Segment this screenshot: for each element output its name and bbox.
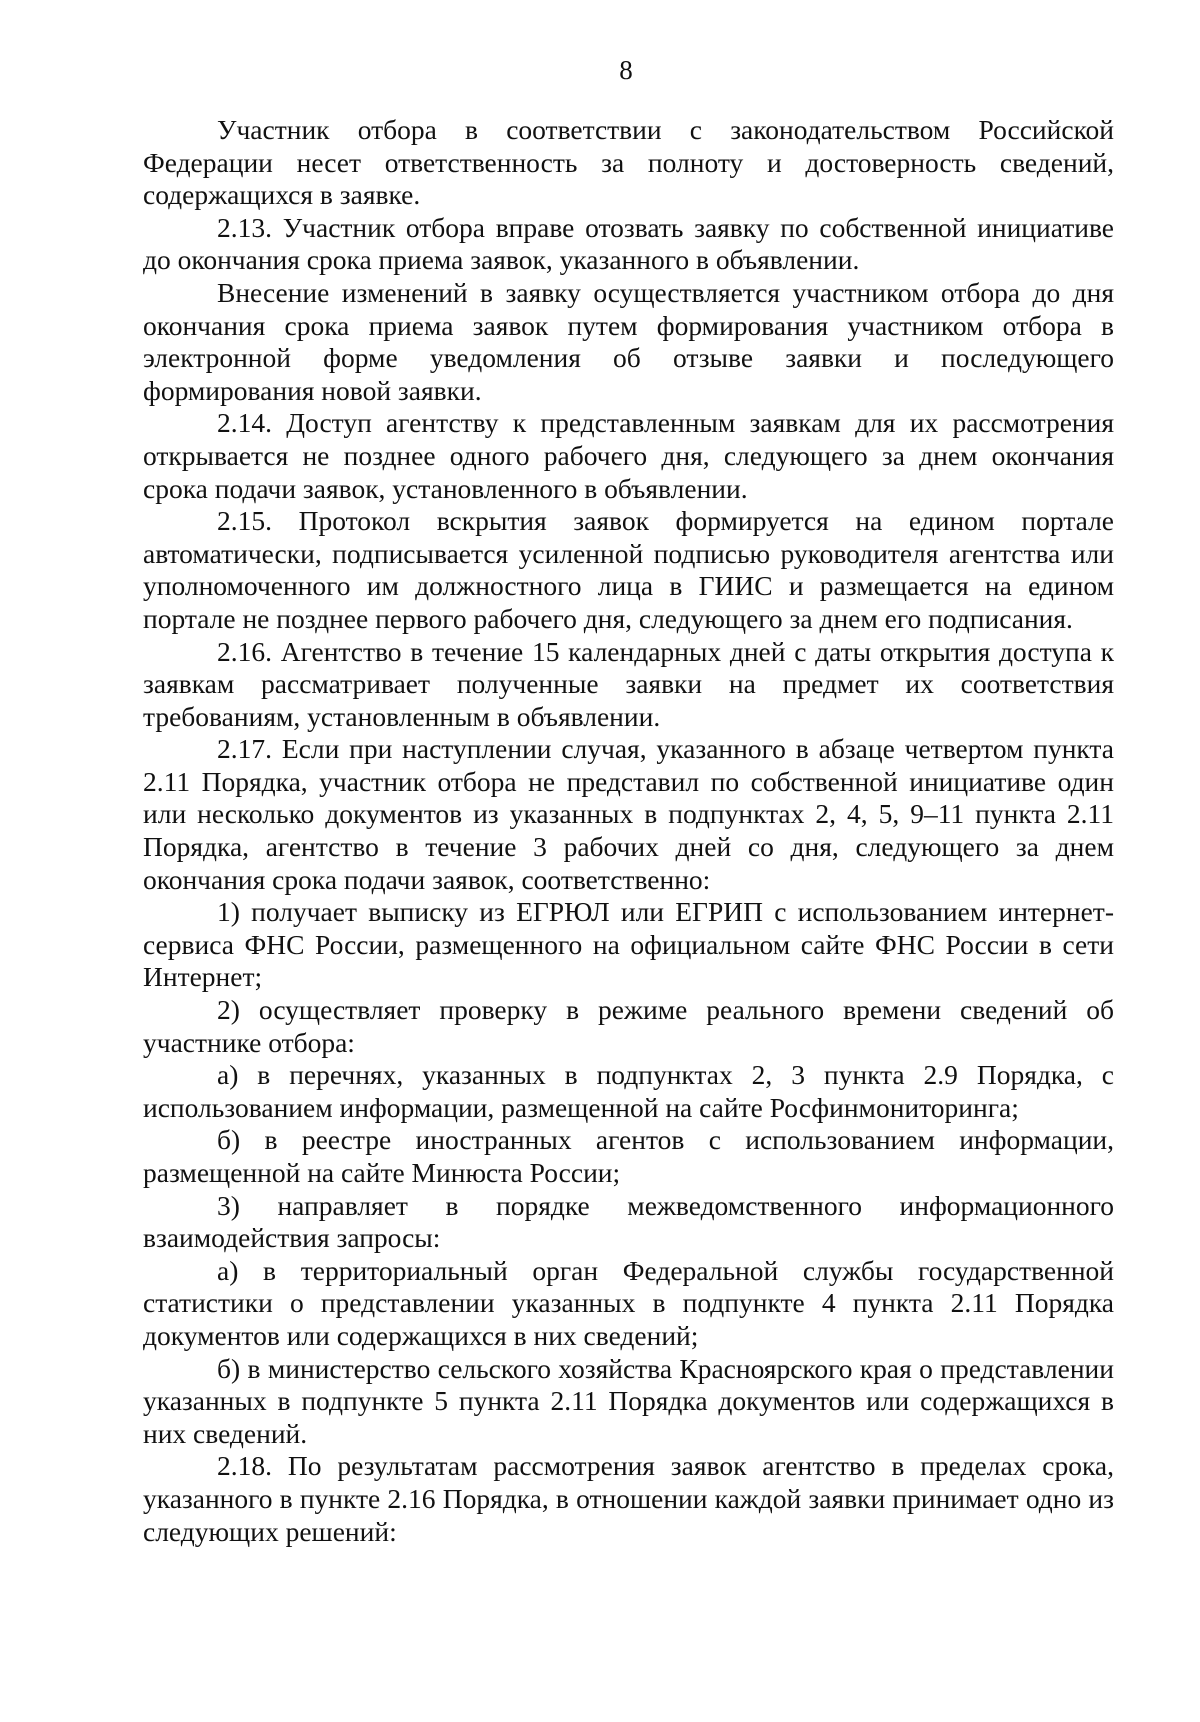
paragraph-2-18: 2.18. По результатам рассмотрения заявок агентство в пределах срока, указанного в пункте 2.16 Порядка, в отношении каждой заявки принимает одно из следующих решений: xyxy=(143,1450,1114,1547)
paragraph-2-17: 2.17. Если при наступлении случая, указанного в абзаце четвертом пункта 2.11 Порядка, участник отбора не представил по собственной инициативе один или несколько документов из указанных в подпунктах 2, 4, 5, 9–11 пункта 2.11 Порядка, агентство в течение 3 рабочих дней со дня, следующего за днем окончания срока подачи заявок, соответственно: xyxy=(143,733,1114,895)
paragraph-2-15: 2.15. Протокол вскрытия заявок формируется на едином портале автоматически, подписывается усиленной подписью руководителя агентства или уполномоченного им должностного лица в ГИИС и размещается на едином портале не позднее первого рабочего дня, следующего за днем его подписания. xyxy=(143,505,1114,634)
document-body xyxy=(143,114,1114,1548)
list-subitem-2a: а) в перечнях, указанных в подпунктах 2, 3 пункта 2.9 Порядка, с использованием информации, размещенной на сайте Росфинмониторинга; xyxy=(143,1059,1114,1123)
page-number: 8 xyxy=(619,55,633,85)
paragraph-2-16: 2.16. Агентство в течение 15 календарных дней с даты открытия доступа к заявкам рассматривает полученные заявки на предмет их соответствия требованиям, установленным в объявлении. xyxy=(143,635,1114,732)
list-subitem-2b: б) в реестре иностранных агентов с использованием информации, размещенной на сайте Минюста России; xyxy=(143,1124,1114,1188)
list-subitem-3a: а) в территориальный орган Федеральной службы государственной статистики о представлении указанных в подпункте 4 пункта 2.11 Порядка документов или содержащихся в них сведений; xyxy=(143,1254,1114,1351)
list-item-2-realtime-check: 2) осуществляет проверку в режиме реального времени сведений об участнике отбора: xyxy=(143,994,1114,1058)
list-item-1-egrul: 1) получает выписку из ЕГРЮЛ или ЕГРИП с использованием интернет-сервиса ФНС России, размещенного на официальном сайте ФНС России в сети Интернет; xyxy=(143,896,1114,993)
paragraph-2-14: 2.14. Доступ агентству к представленным заявкам для их рассмотрения открывается не позднее одного рабочего дня, следующего за днем окончания срока подачи заявок, установленного в объявлении. xyxy=(143,407,1114,504)
list-item-3-requests: 3) направляет в порядке межведомственного информационного взаимодействия запросы: xyxy=(143,1189,1114,1254)
paragraph-changes-to-application: Внесение изменений в заявку осуществляется участником отбора до дня окончания срока приема заявок путем формирования участником отбора в электронной форме уведомления об отзыве заявки и последующего формирования новой заявки. xyxy=(143,276,1114,406)
paragraph-2-13: 2.13. Участник отбора вправе отозвать заявку по собственной инициативе до окончания срока приема заявок, указанного в объявлении. xyxy=(143,211,1114,276)
list-subitem-3b: б) в министерство сельского хозяйства Красноярского края о представлении указанных в подпункте 5 пункта 2.11 Порядка документов или содержащихся в них сведений. xyxy=(143,1352,1114,1449)
paragraph-participant-responsibility: Участник отбора в соответствии с законодательством Российской Федерации несет ответственность за полноту и достоверность сведений, содержащихся в заявке. xyxy=(143,114,1114,211)
